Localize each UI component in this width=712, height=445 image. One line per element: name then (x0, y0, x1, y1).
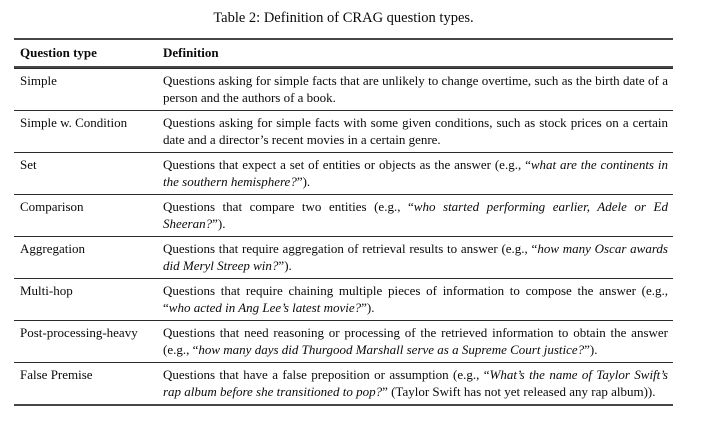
definition-cell (157, 279, 673, 320)
definition-text: Questions that need reasoning or processing of the retrieved information to obtain the answer (e.g., “ (163, 325, 668, 357)
definition-example-italic: who acted in Ang Lee’s latest movie? (168, 300, 362, 315)
definition-cell (157, 153, 673, 194)
table-row (14, 68, 673, 110)
definition-text: Questions asking for simple facts with some given conditions, such as stock prices on a certain date and a director’s recent movies in a certain genre. (163, 115, 668, 147)
question-type-cell: Multi-hop (20, 283, 73, 298)
definition-text: Questions that require aggregation of retrieval results to answer (e.g., “ (163, 241, 538, 256)
table-row (14, 110, 673, 152)
definition-example-italic: who started performing earlier, Adele or Ed Sheeran? (163, 199, 668, 231)
definition-example-italic: how many days did Thurgood Marshall serve as a Supreme Court justice? (198, 342, 585, 357)
definition-cell (157, 237, 673, 278)
definition-cell (157, 195, 673, 236)
definition-text: Questions that require chaining multiple pieces of information to compose the answer (e.g., “ (163, 283, 668, 315)
question-type-cell: False Premise (20, 367, 93, 382)
table-row (14, 320, 673, 362)
definition-example-italic: how many Oscar awards did Meryl Streep win? (163, 241, 668, 273)
crag-question-types-table (14, 38, 673, 406)
table-row (14, 362, 673, 404)
definition-text: ”). (361, 300, 375, 315)
definition-text: Questions that have a false preposition or assumption (e.g., “ (163, 367, 490, 382)
table-row (14, 194, 673, 236)
definition-text: ”). (584, 342, 598, 357)
definition-text: Questions that expect a set of entities or objects as the answer (e.g., “ (163, 157, 531, 172)
definition-cell (157, 363, 673, 404)
question-type-cell: Set (20, 157, 37, 172)
column-header-question-type: Question type (20, 45, 97, 60)
question-type-cell: Simple w. Condition (20, 115, 128, 130)
table-caption: Table 2: Definition of CRAG question types. (213, 10, 474, 26)
table-body (14, 68, 673, 404)
column-header-definition: Definition (163, 45, 219, 60)
question-type-cell: Aggregation (20, 241, 85, 256)
definition-cell (157, 111, 673, 152)
definition-example-italic: what are the continents in the southern hemisphere? (163, 157, 668, 189)
table-row (14, 152, 673, 194)
definition-text: Questions that compare two entities (e.g., “ (163, 199, 414, 214)
table-row (14, 278, 673, 320)
question-type-cell: Post-processing-heavy (20, 325, 138, 340)
definition-text: Questions asking for simple facts that are unlikely to change overtime, such as the birth date of a person and the authors of a book. (163, 73, 668, 105)
table-header-row (14, 40, 673, 68)
definition-cell (157, 321, 673, 362)
question-type-cell: Simple (20, 73, 57, 88)
definition-example-italic: What’s the name of Taylor Swift’s rap album before she transitioned to pop? (163, 367, 668, 399)
definition-text: ”). (212, 216, 226, 231)
question-type-cell: Comparison (20, 199, 84, 214)
definition-cell (157, 69, 673, 110)
definition-text: ” (Taylor Swift has not yet released any rap album)). (382, 384, 656, 399)
paper-page (14, 0, 673, 406)
table-row (14, 236, 673, 278)
definition-text: ”). (296, 174, 311, 189)
definition-text: ”). (278, 258, 292, 273)
